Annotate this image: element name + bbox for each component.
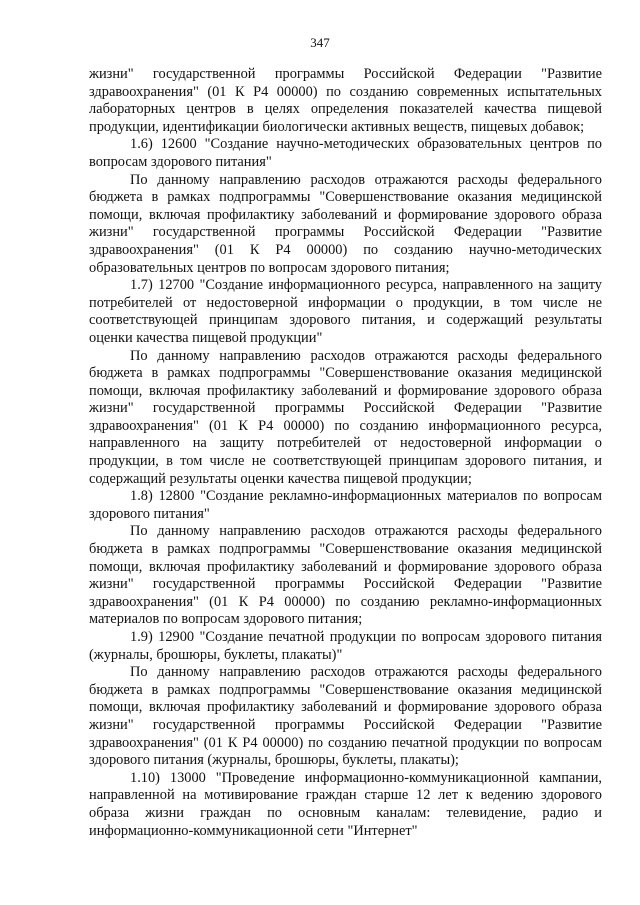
paragraph-description-1-6: По данному направлению расходов отражаются расходы федерального бюджета в рамках подпрограммы "Совершенствование оказания медицинской помощи, включая профилактику заболеваний и формирование здорового образа жизни" государственной программы Российской Федерации "Развитие здравоохранения" (01 К Р4 00000) по созданию научно-методических образовательных центров по вопросам здорового питания; [89, 171, 602, 276]
paragraph-item-1-8: 1.8) 12800 "Создание рекламно-информационных материалов по вопросам здорового питания" [89, 488, 602, 522]
paragraph-description-1-9: По данному направлению расходов отражаются расходы федерального бюджета в рамках подпрограммы "Совершенствование оказания медицинской помощи, включая профилактику заболеваний и формирование здорового образа жизни" государственной программы Российской Федерации "Развитие здравоохранения" (01 К Р4 00000) по созданию печатной продукции по вопросам здорового питания (журналы, брошюры, буклеты, плакаты); [89, 664, 602, 769]
paragraph-continuation: жизни" государственной программы Российской Федерации "Развитие здравоохранения" (01 К Р4 00000) по созданию современных испытательных лабораторных центров в целях определения показателей качества пищевой продукции, идентификации биологически активных веществ, пищевых добавок; [89, 66, 602, 135]
paragraph-item-1-9: 1.9) 12900 "Создание печатной продукции по вопросам здорового питания (журналы, брошюры, буклеты, плакаты)" [89, 629, 602, 663]
paragraph-description-1-7: По данному направлению расходов отражаются расходы федерального бюджета в рамках подпрограммы "Совершенствование оказания медицинской помощи, включая профилактику заболеваний и формирование здорового образа жизни" государственной программы Российской Федерации "Развитие здравоохранения" (01 К Р4 00000) по созданию информационного ресурса, направленного на защиту потребителей от недостоверной информации о продукции, в том числе не соответствующей принципам здорового питания, и содержащий результаты оценки качества пищевой продукции; [89, 347, 602, 487]
paragraph-description-1-8: По данному направлению расходов отражаются расходы федерального бюджета в рамках подпрограммы "Совершенствование оказания медицинской помощи, включая профилактику заболеваний и формирование здорового образа жизни" государственной программы Российской Федерации "Развитие здравоохранения" (01 К Р4 00000) по созданию рекламно-информационных материалов по вопросам здорового питания; [89, 523, 602, 628]
paragraph-item-1-7: 1.7) 12700 "Создание информационного ресурса, направленного на защиту потребителей от недостоверной информации о продукции, в том числе не соответствующей принципам здорового питания, и содержащий результаты оценки качества пищевой продукции" [89, 277, 602, 346]
paragraph-item-1-6: 1.6) 12600 "Создание научно-методических образовательных центров по вопросам здорового питания" [89, 136, 602, 170]
document-body [89, 66, 602, 840]
page-number: 347 [310, 35, 330, 50]
paragraph-item-1-10: 1.10) 13000 "Проведение информационно-коммуникационной кампании, направленной на мотивирование граждан старше 12 лет к ведению здорового образа жизни граждан по основным каналам: телевидение, радио и информационно-коммуникационной сети "Интернет" [89, 769, 602, 839]
